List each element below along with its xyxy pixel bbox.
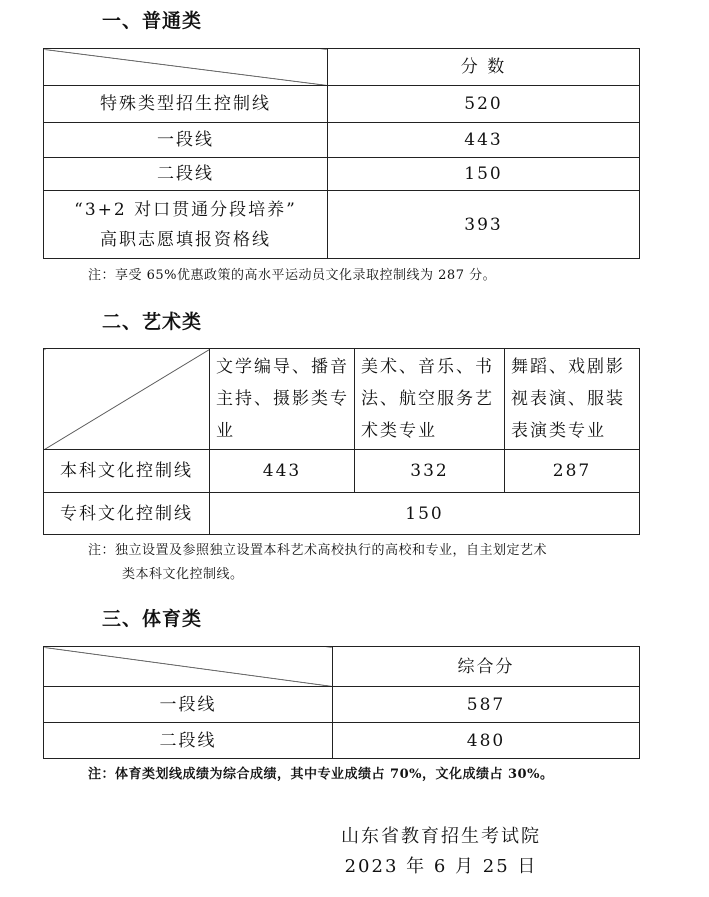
row-value: 480: [333, 723, 640, 759]
section1-heading: 一、普通类: [102, 10, 203, 32]
section1-table: [43, 48, 640, 259]
table-row: [44, 158, 640, 191]
row-label: 本科文化控制线: [44, 450, 210, 493]
section3-table: [43, 646, 640, 759]
section3-heading: 三、体育类: [102, 608, 203, 630]
row-label: 特殊类型招生控制线: [44, 86, 328, 123]
row-label: 一段线: [44, 687, 333, 723]
row-value: 587: [333, 687, 640, 723]
table-row: [44, 723, 640, 759]
table-row: [44, 687, 640, 723]
row-value: 443: [328, 123, 640, 158]
diagonal-header-cell: [44, 647, 333, 687]
row-value: 393: [328, 191, 640, 259]
col-header: 舞蹈、戏剧影视表演、服装表演类专业: [505, 349, 640, 450]
table-row: [44, 450, 640, 493]
row-label: [44, 191, 328, 259]
section2-note-line2: 类本科文化控制线。: [122, 567, 244, 582]
diagonal-header-cell: [44, 349, 210, 450]
composite-score-header: 综合分: [333, 647, 640, 687]
row-value: 150: [210, 493, 640, 535]
section3-note: 注：体育类划线成绩为综合成绩，其中专业成绩占 70%，文化成绩占 30%。: [88, 767, 554, 782]
col-header: 美术、音乐、书法、航空服务艺术类专业: [355, 349, 505, 450]
issue-date: 2023 年 6 月 25 日: [344, 856, 538, 877]
table-row: [44, 493, 640, 535]
col-header: 文学编导、播音主持、摄影类专业: [210, 349, 355, 450]
row-label: 二段线: [44, 158, 328, 191]
row-label: 专科文化控制线: [44, 493, 210, 535]
diagonal-header-cell: [44, 49, 328, 86]
score-header: 分 数: [328, 49, 640, 86]
section1-note: 注：享受 65%优惠政策的高水平运动员文化录取控制线为 287 分。: [88, 268, 497, 283]
section2-table: [43, 348, 640, 535]
row-label: 二段线: [44, 723, 333, 759]
row-label: 一段线: [44, 123, 328, 158]
row-value: 520: [328, 86, 640, 123]
issuer-name: 山东省教育招生考试院: [341, 826, 541, 847]
row-value: 443: [210, 450, 355, 493]
table-row: [44, 191, 640, 259]
row-value: 332: [355, 450, 505, 493]
row-label-line1: “3+2 对口贯通分段培养”: [74, 199, 297, 220]
row-value: 287: [505, 450, 640, 493]
row-label-line2: 高职志愿填报资格线: [100, 229, 271, 250]
section2-heading: 二、艺术类: [102, 311, 203, 333]
row-value: 150: [328, 158, 640, 191]
section2-note-line1: 注：独立设置及参照独立设置本科艺术高校执行的高校和专业，自主划定艺术: [88, 543, 548, 558]
table-row: [44, 86, 640, 123]
table-row: [44, 123, 640, 158]
